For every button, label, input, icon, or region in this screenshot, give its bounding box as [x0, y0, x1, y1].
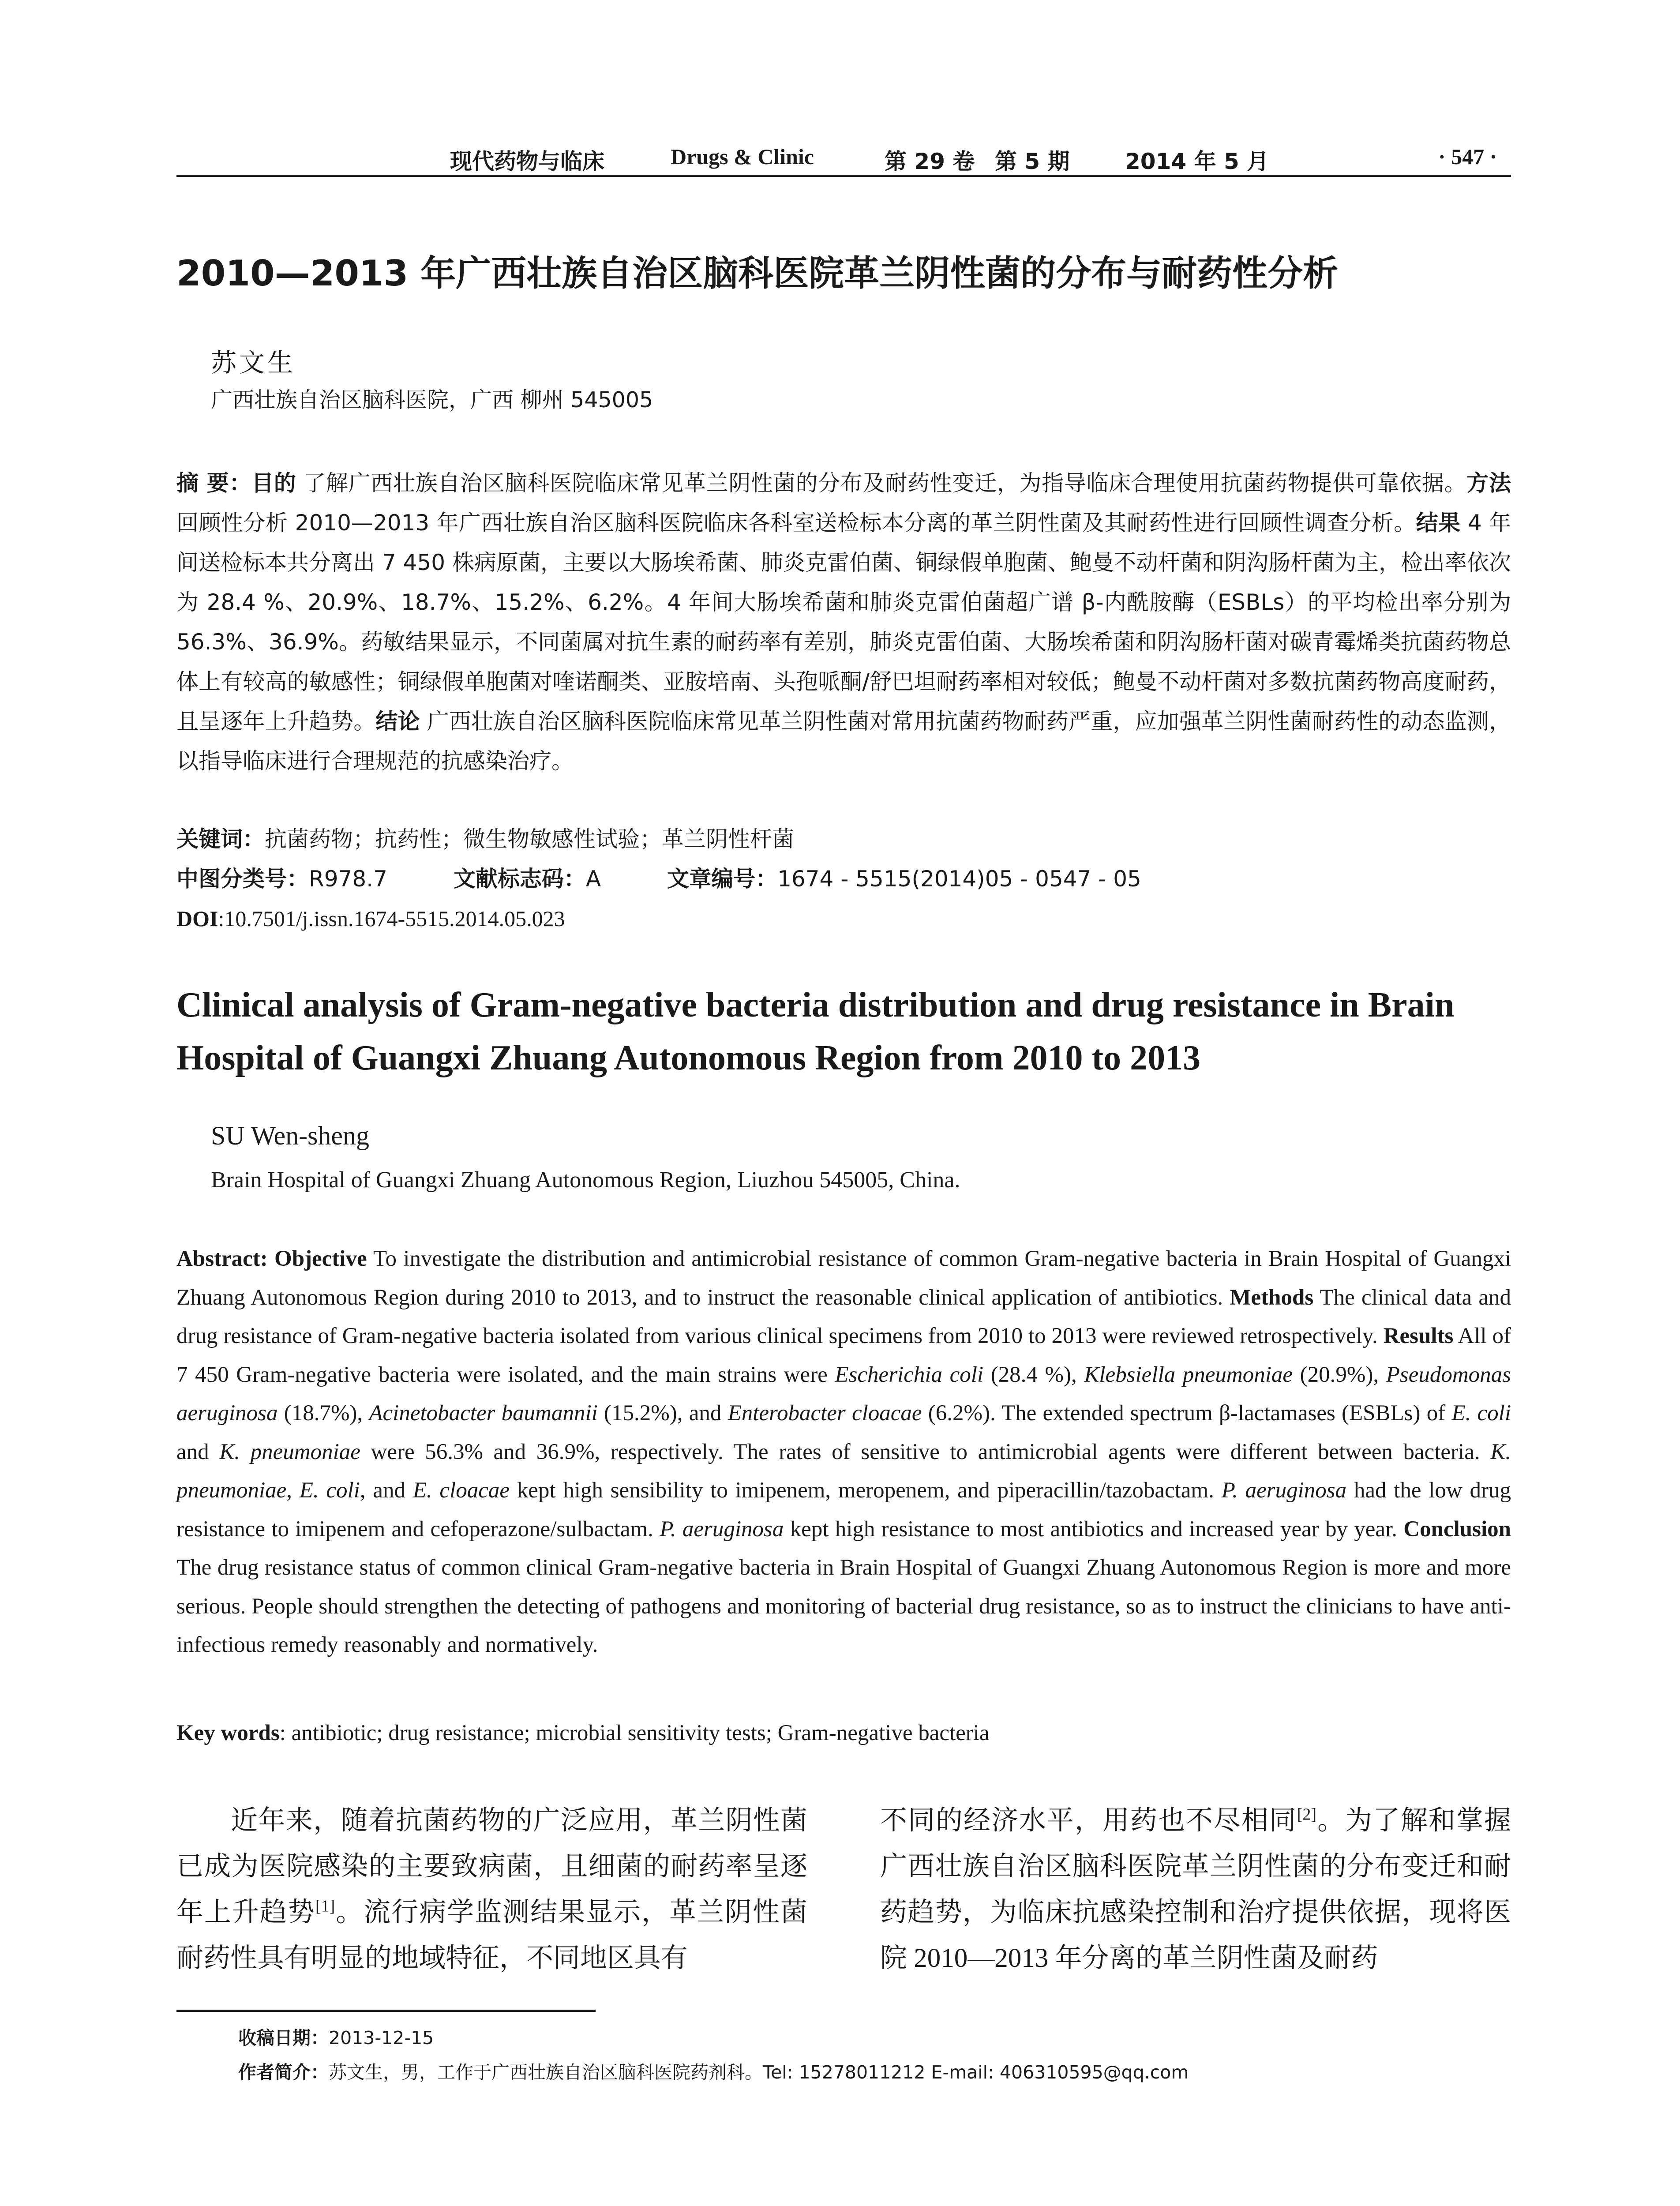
- footnote-divider: [176, 2010, 596, 2012]
- objective-label: 目的: [251, 470, 296, 496]
- page-number: · 547 ·: [1438, 144, 1497, 169]
- body-text: 。为了解和掌握广西壮族自治区脑科医院革兰阴性菌的分布变迁和耐药趋势，为临床抗感染控制和治疗提供依据，现将医院 2010—2013 年分离的革兰阴性菌及耐药: [880, 1806, 1511, 1973]
- results-en-text: , and: [360, 1478, 413, 1503]
- results-en-text: All of 7 450 Gram-negative bacteria were isolated, and the main strains were: [176, 1324, 1511, 1387]
- results-en-text: kept high sensibility to imipenem, meropenem, and piperacillin/tazobactam.: [509, 1478, 1222, 1503]
- author-bio-line: [238, 2055, 1189, 2090]
- body-column-left: [176, 1798, 807, 1981]
- results-label: 结果: [1416, 510, 1461, 536]
- methods-en-label: Methods: [1230, 1285, 1314, 1310]
- author-chinese: 苏文生: [211, 349, 296, 377]
- running-header: [176, 140, 1511, 177]
- species-name: P. aeruginosa: [660, 1516, 784, 1542]
- species-name: Pseudomonas aeruginosa: [176, 1362, 1511, 1426]
- author-english: SU Wen-sheng: [211, 1121, 370, 1150]
- species-name: E. coli: [299, 1478, 360, 1503]
- results-en-text: (18.7%),: [278, 1401, 369, 1426]
- conclusion-label: 结论: [375, 709, 420, 734]
- objective-text: 了解广西壮族自治区脑科医院临床常见革兰阴性菌的分布及耐药性变迁，为指导临床合理使用抗菌药物提供可靠依据。: [296, 470, 1467, 496]
- conclusion-en-label: Conclusion: [1403, 1516, 1511, 1542]
- affiliation-english: Brain Hospital of Guangxi Zhuang Autonomous Region, Liuzhou 545005, China.: [211, 1167, 960, 1193]
- footnotes: [238, 2021, 1189, 2090]
- results-en-text: (28.4 %),: [983, 1362, 1084, 1387]
- methods-label: 方法: [1466, 470, 1511, 496]
- species-name: K. pneumoniae: [176, 1439, 1511, 1503]
- methods-text: 回顾性分析 2010—2013 年广西壮族自治区脑科医院临床各科室送检标本分离的革兰阴性菌及其耐药性进行回顾性调查分析。: [176, 510, 1416, 536]
- issue: 第 5 期: [995, 149, 1070, 174]
- species-name: P. aeruginosa: [1221, 1478, 1347, 1503]
- title-chinese: 2010—2013 年广西壮族自治区脑科医院革兰阴性菌的分布与耐药性分析: [176, 253, 1339, 294]
- keywords-label: 关键词：: [176, 826, 265, 852]
- keywords-text: 抗菌药物；抗药性；微生物敏感性试验；革兰阴性杆菌: [265, 826, 794, 852]
- doc-code-value: A: [585, 866, 601, 892]
- body-text: 。流行病学监测结果显示，革兰阴性菌耐药性具有明显的地域特征，不同地区具有: [176, 1898, 807, 1973]
- article-no-value: 1674 - 5515(2014)05 - 0547 - 05: [777, 866, 1141, 892]
- article-no-label: 文章编号：: [667, 866, 778, 892]
- doi-value: :10.7501/j.issn.1674-5515.2014.05.023: [218, 906, 565, 931]
- conclusion-text: 广西壮族自治区脑科医院临床常见革兰阴性菌对常用抗菌药物耐药严重，应加强革兰阴性菌耐药性的动态监测，以指导临床进行合理规范的抗感染治疗。: [176, 709, 1511, 774]
- objective-en-text: To investigate the distribution and antimicrobial resistance of common Gram-negative bacteria in Brain Hospital of Guangxi Zhuang Autonomous Region during 2010 to 2013, and to instruct the reasonable clinical application of antibiotics.: [176, 1246, 1511, 1310]
- results-en-text: kept high resistance to most antibiotics and increased year by year.: [784, 1516, 1404, 1542]
- species-name: E. coli: [1451, 1401, 1511, 1426]
- classification-line: [176, 859, 1511, 899]
- citation[interactable]: [1]: [315, 1897, 335, 1916]
- received-date-line: [238, 2021, 1189, 2055]
- species-name: K. pneumoniae: [219, 1439, 360, 1464]
- affiliation-chinese: 广西壮族自治区脑科医院，广西 柳州 545005: [211, 387, 653, 413]
- species-name: Acinetobacter baumannii: [369, 1401, 598, 1426]
- received-label: 收稿日期：: [238, 2027, 329, 2048]
- author-bio: 苏文生，男，工作于广西壮族自治区脑科医院药剂科。Tel: 15278011212 E-mail: 406310595@qq.com: [329, 2062, 1189, 2083]
- journal-name-cn: 现代药物与临床: [450, 149, 604, 174]
- keywords-english: [176, 1714, 1511, 1753]
- results-en-label: Results: [1383, 1324, 1454, 1348]
- results-en-text: (20.9%),: [1293, 1362, 1386, 1387]
- species-name: Enterobacter cloacae: [728, 1401, 922, 1426]
- results-en-text: were 56.3% and 36.9%, respectively. The rates of sensitive to antimicrobial agents were different between bacteria.: [360, 1439, 1491, 1464]
- results-en-text: (6.2%). The extended spectrum β-lactamases (ESBLs) of: [922, 1401, 1452, 1426]
- abstract-label: 摘 要：: [176, 470, 252, 496]
- keywords-en-text: : antibiotic; drug resistance; microbial sensitivity tests; Gram-negative bacteria: [279, 1721, 990, 1745]
- citation[interactable]: [2]: [1297, 1805, 1317, 1824]
- clc-label: 中图分类号：: [176, 866, 309, 892]
- species-name: Escherichia coli: [835, 1362, 984, 1387]
- abstract-en-label: Abstract:: [176, 1246, 268, 1271]
- bio-label: 作者简介：: [238, 2062, 329, 2083]
- conclusion-en-text: The drug resistance status of common clinical Gram-negative bacteria in Brain Hospital of Guangxi Zhuang Autonomous Region is more and more serious. People should strengthen the detecting of pathogens and monitoring of bacterial drug resistance, so as to instruct the clinicians to have anti-infectious remedy reasonably and normatively.: [176, 1555, 1511, 1657]
- body-column-right: [880, 1798, 1511, 1981]
- body-text: 不同的经济水平，用药也不尽相同: [880, 1806, 1297, 1835]
- methods-en-text: The clinical data and drug resistance of Gram-negative bacteria isolated from various clinical specimens from 2010 to 2013 were reviewed retrospectively.: [176, 1285, 1511, 1348]
- issue-date: 2014 年 5 月: [1125, 149, 1269, 174]
- objective-en-label: Objective: [274, 1246, 367, 1271]
- results-en-text: had the low drug resistance to imipenem and cefoperazone/sulbactam.: [176, 1478, 1511, 1542]
- results-text: 4 年间送检标本共分离出 7 450 株病原菌，主要以大肠埃希菌、肺炎克雷伯菌、铜绿假单胞菌、鲍曼不动杆菌和阴沟肠杆菌为主，检出率依次为 28.4 %、20.9%、18.7%、15.2%、6.2%。4 年间大肠埃希菌和肺炎克雷伯菌超广谱 β-内酰胺酶（ESBLs）的平均检出率分别为 56.3%、36.9%。药敏结果显示，不同菌属对抗生素的耐药率有差别，肺炎克雷伯菌、大肠埃希菌和阴沟肠杆菌对碳青霉烯类抗菌药物总体上有较高的敏感性；铜绿假单胞菌对喹诺酮类、亚胺培南、头孢哌酮/舒巴坦耐药率相对较低；鲍曼不动杆菌对多数抗菌药物高度耐药，且呈逐年上升趋势。: [176, 510, 1511, 734]
- results-en-text: ,: [286, 1478, 300, 1503]
- journal-name-en: Drugs & Clinic: [671, 144, 814, 169]
- results-en-text: and: [176, 1439, 220, 1464]
- abstract-chinese: [176, 463, 1511, 781]
- abstract-english: [176, 1240, 1511, 1665]
- title-english: Clinical analysis of Gram-negative bacteria distribution and drug resistance in Brain Hospital of Guangxi Zhuang Autonomous Region from 2010 to 2013: [176, 986, 1455, 1077]
- doi-label: DOI: [176, 906, 218, 931]
- received-date: 2013-12-15: [329, 2027, 434, 2048]
- volume: 第 29 卷: [885, 149, 975, 174]
- clc-value: R978.7: [309, 866, 387, 892]
- species-name: Klebsiella pneumoniae: [1084, 1362, 1293, 1387]
- species-name: E. cloacae: [412, 1478, 510, 1503]
- doc-code-label: 文献标志码：: [453, 866, 586, 892]
- keywords-en-label: Key words: [176, 1721, 280, 1745]
- results-en-text: (15.2%), and: [597, 1401, 728, 1426]
- doi-line: [176, 899, 1511, 938]
- body-text: 近年来，随着抗菌药物的广泛应用，革兰阴性菌已成为医院感染的主要致病菌，且细菌的耐药率呈逐年上升趋势: [176, 1806, 807, 1927]
- keywords-chinese: [176, 819, 1511, 859]
